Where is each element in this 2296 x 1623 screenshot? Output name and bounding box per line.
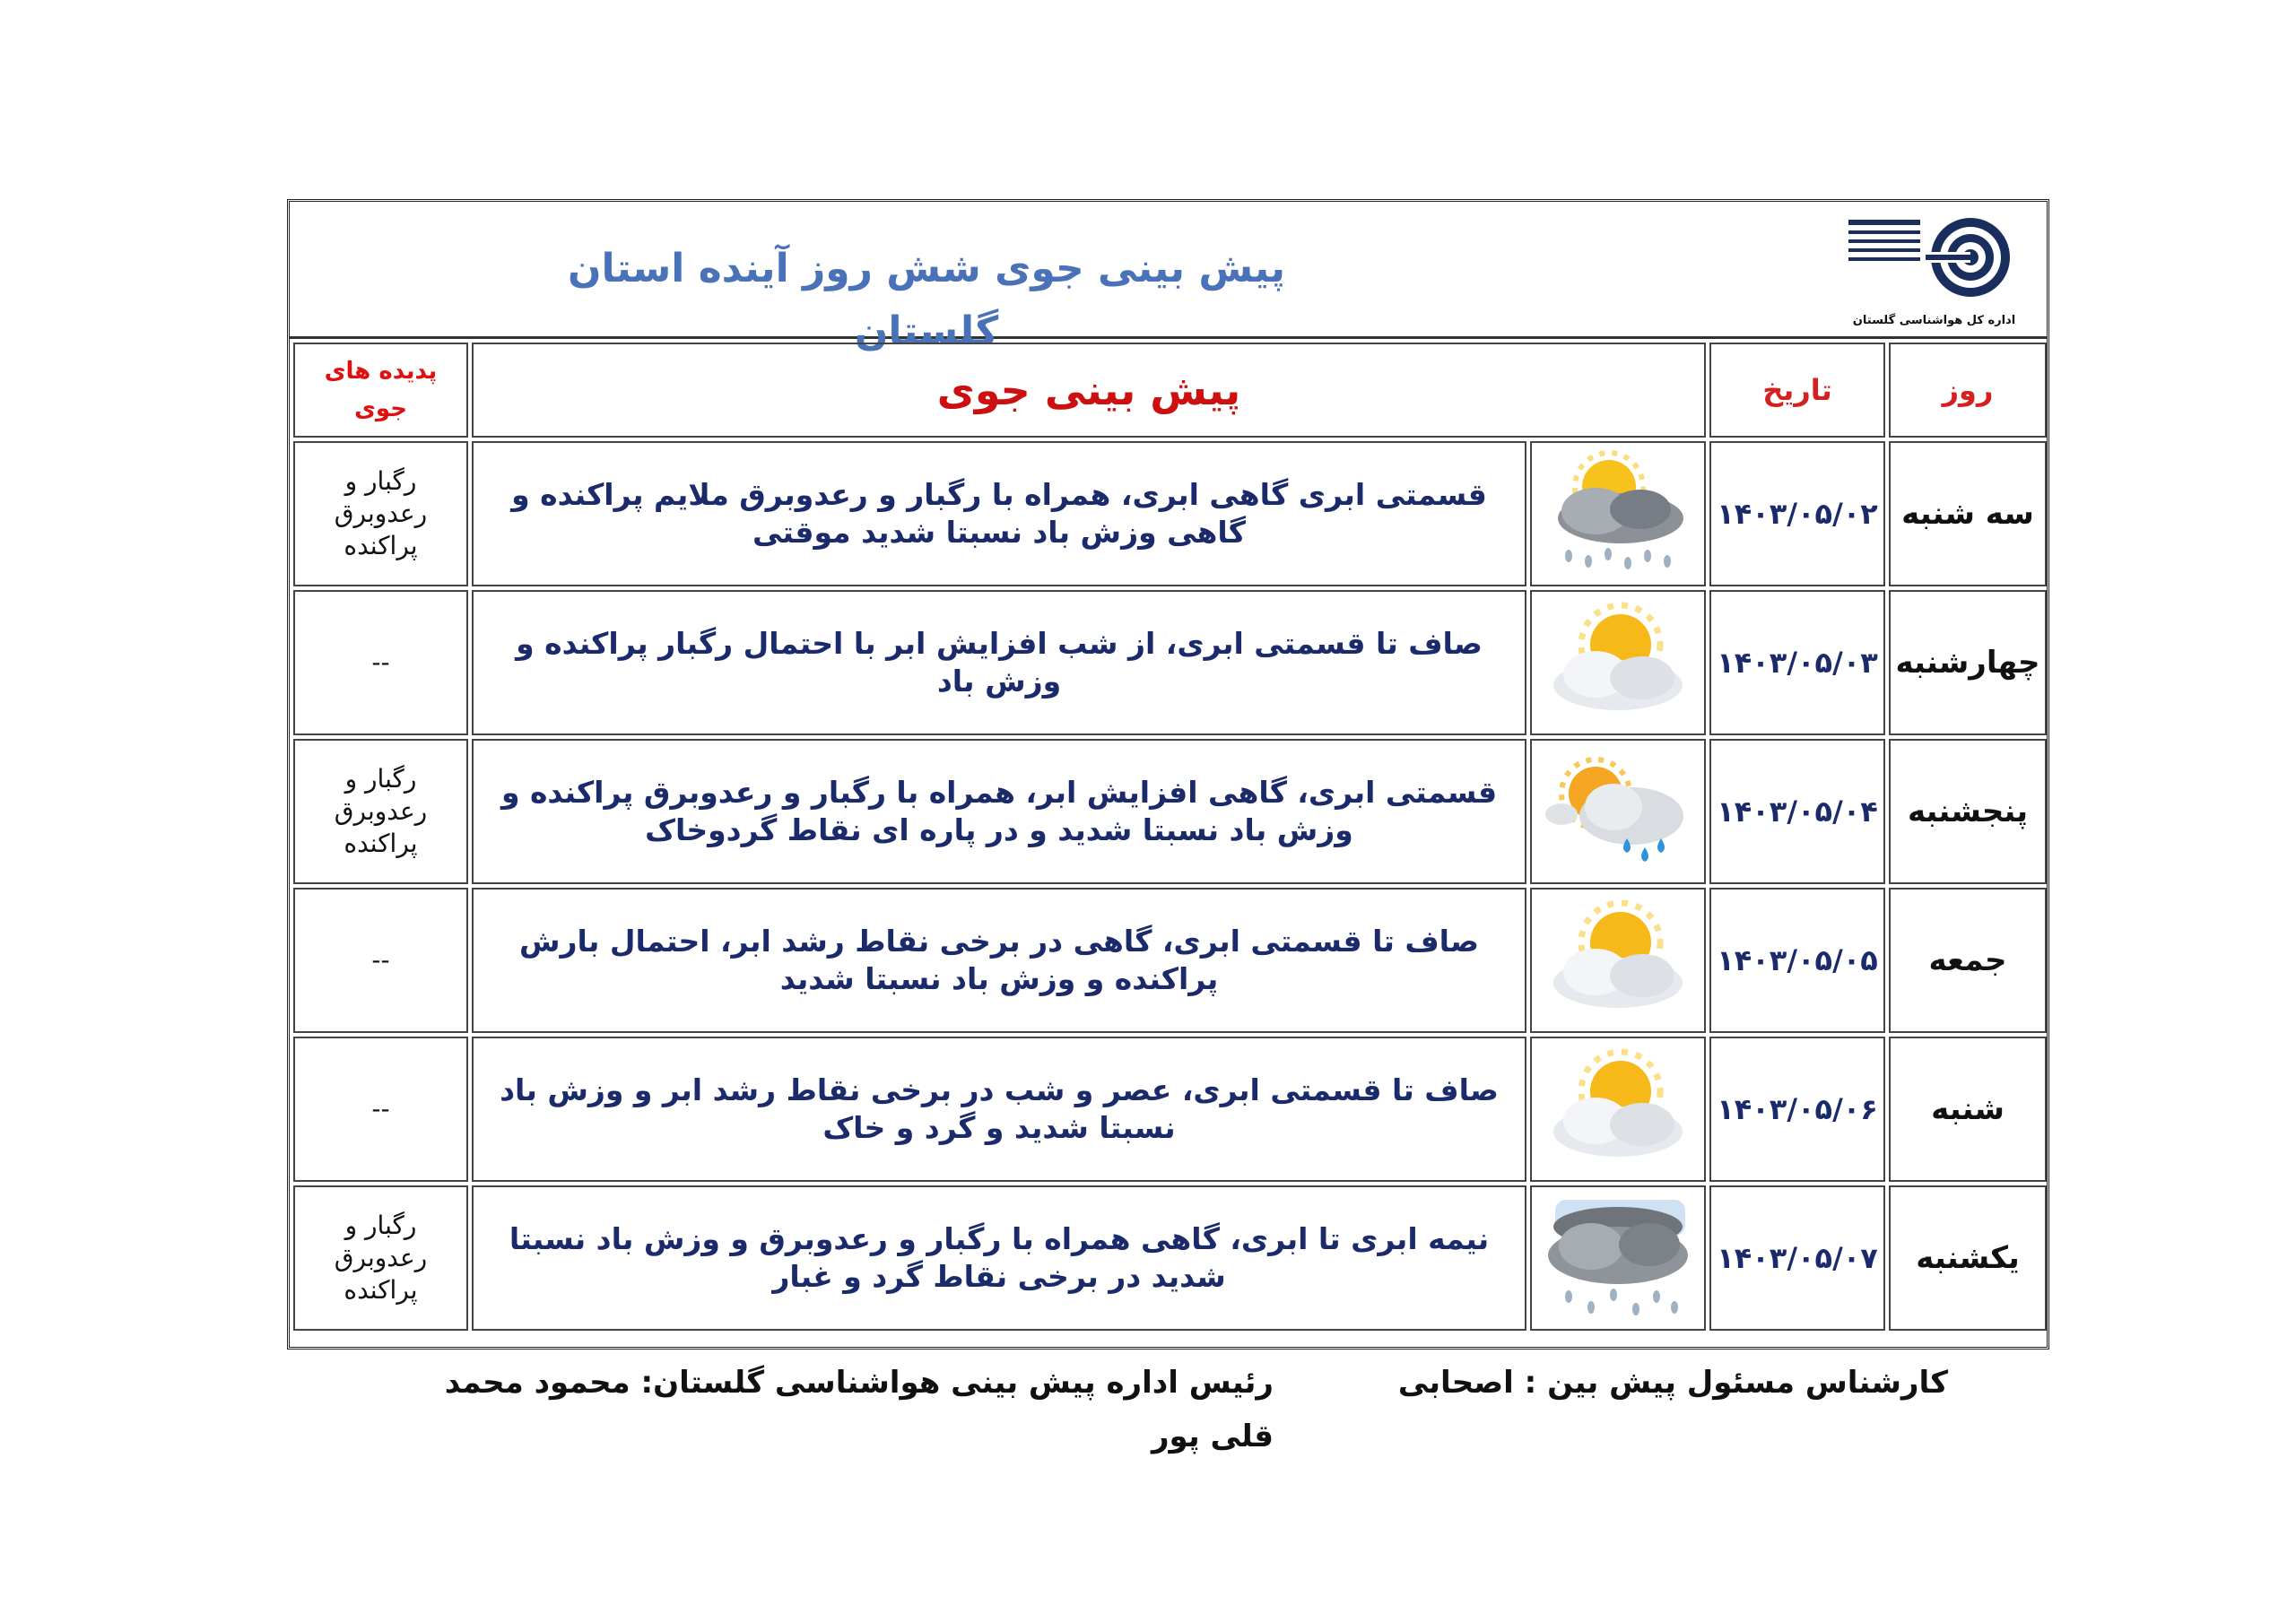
weather-icon-cell <box>1530 1185 1706 1331</box>
column-header-phenomena <box>293 343 468 438</box>
cloud-sun-rain-icon <box>1542 447 1694 581</box>
column-header-phenomena-line2: جوی <box>354 395 407 422</box>
partly-cloudy-icon <box>1542 1042 1694 1176</box>
row-date: ۱۴۰۳/۰۵/۰۲ <box>1709 441 1885 586</box>
row-day: سه شنبه <box>1889 441 2047 586</box>
row-forecast-text: صاف تا قسمتی ابری، عصر و شب در برخی نقاط رشد ابر و وزش باد نسبتا شدید و گرد و خاک <box>472 1037 1526 1182</box>
weather-icon-cell <box>1530 590 1706 735</box>
row-date: ۱۴۰۳/۰۵/۰۳ <box>1709 590 1885 735</box>
row-date: ۱۴۰۳/۰۵/۰۴ <box>1709 739 1885 884</box>
column-header-day: روز <box>1889 343 2047 438</box>
partly-cloudy-icon <box>1542 893 1694 1028</box>
row-date: ۱۴۰۳/۰۵/۰۶ <box>1709 1037 1885 1182</box>
footer-head-of-department: رئیس اداره پیش بینی هواشناسی گلستان: محمود محمد قلی پور <box>444 1365 1274 1454</box>
column-header-date: تاریخ <box>1709 343 1885 438</box>
row-day: پنجشنبه <box>1889 739 2047 884</box>
row-day: شنبه <box>1889 1037 2047 1182</box>
row-forecast-text: صاف تا قسمتی ابری، از شب افزایش ابر با احتمال رگبار پراکنده و وزش باد <box>472 590 1526 735</box>
weather-icon-cell <box>1530 888 1706 1033</box>
table-row <box>293 1185 2047 1331</box>
rain-cloud-icon <box>1542 1191 1694 1325</box>
row-phenomena: رگبار و رعدوبرق پراکنده <box>293 441 468 586</box>
page-title: پیش بینی جوی شش روز آینده استان گلستان <box>568 246 1285 354</box>
sun-cloud-drops-icon <box>1542 744 1694 879</box>
row-day: جمعه <box>1889 888 2047 1033</box>
weather-icon-cell <box>1530 1037 1706 1182</box>
row-day: چهارشنبه <box>1889 590 2047 735</box>
partly-cloudy-icon <box>1542 595 1694 730</box>
row-forecast-text: قسمتی ابری گاهی ابری، همراه با رگبار و رعدوبرق ملایم پراکنده و گاهی وزش باد نسبتا شدید موقتی <box>472 441 1526 586</box>
weather-icon-cell <box>1530 441 1706 586</box>
row-phenomena: -- <box>293 1037 468 1182</box>
row-phenomena: -- <box>293 590 468 735</box>
table-header-row <box>293 343 2047 438</box>
column-header-forecast: پیش بینی جوی <box>472 343 1706 438</box>
forecast-table <box>290 339 2050 1334</box>
row-day: یکشنبه <box>1889 1185 2047 1331</box>
row-date: ۱۴۰۳/۰۵/۰۷ <box>1709 1185 1885 1331</box>
table-row <box>293 1037 2047 1182</box>
sheet-header <box>290 202 2047 354</box>
row-forecast-text: قسمتی ابری، گاهی افزایش ابر، همراه با رگبار و رعدوبرق پراکنده و وزش باد نسبتا شدید و در پاره ای نقاط گردوخاک <box>472 739 1526 884</box>
forecast-sheet <box>287 199 2049 1350</box>
table-row <box>293 590 2047 735</box>
footer-forecaster: کارشناس مسئول پیش بین : اصحابی <box>1397 1365 1948 1401</box>
row-phenomena: -- <box>293 888 468 1033</box>
logo-caption: اداره کل هواشناسی گلستان <box>1852 314 2016 327</box>
table-row <box>293 739 2047 884</box>
meteorological-organization-logo <box>1838 213 2031 329</box>
column-header-phenomena-line1: پدیده های <box>324 358 438 385</box>
table-row <box>293 441 2047 586</box>
row-phenomena: رگبار و رعدوبرق پراکنده <box>293 1185 468 1331</box>
row-phenomena: رگبار و رعدوبرق پراکنده <box>293 739 468 884</box>
row-forecast-text: نیمه ابری تا ابری، گاهی همراه با رگبار و رعدوبرق و وزش باد نسبتا شدید در برخی نقاط گرد و غبار <box>472 1185 1526 1331</box>
row-date: ۱۴۰۳/۰۵/۰۵ <box>1709 888 1885 1033</box>
logo-emblem-icon <box>1845 213 2024 302</box>
table-row <box>293 888 2047 1033</box>
row-forecast-text: صاف تا قسمتی ابری، گاهی در برخی نقاط رشد ابر، احتمال بارش پراکنده و وزش باد نسبتا شدید <box>472 888 1526 1033</box>
weather-icon-cell <box>1530 739 1706 884</box>
